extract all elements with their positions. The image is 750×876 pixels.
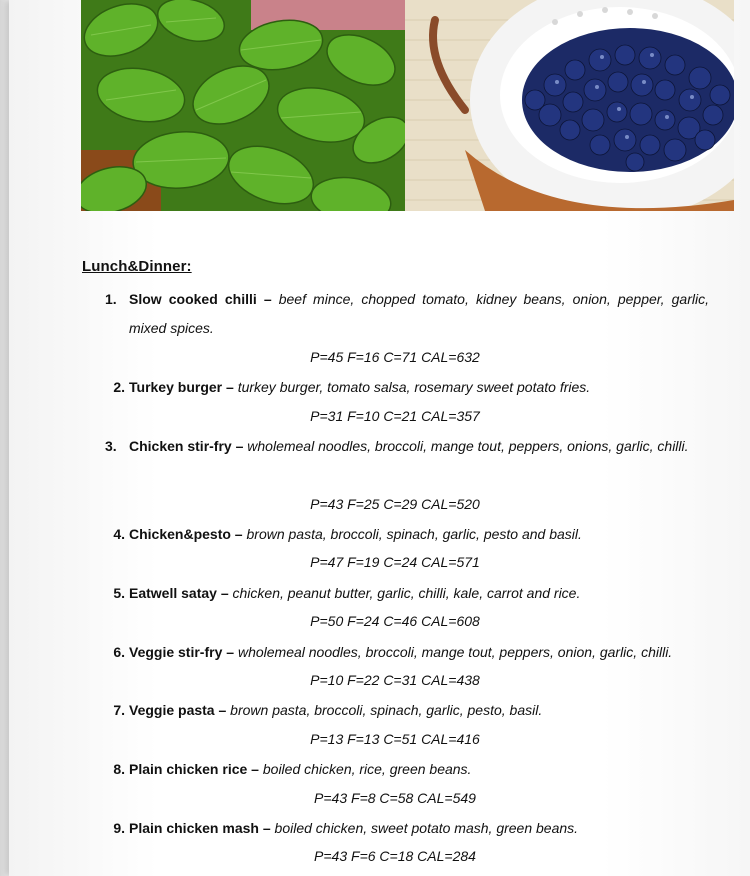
dish-separator: – xyxy=(214,702,231,718)
dish-name: Turkey burger xyxy=(129,379,223,395)
section-title: Lunch&Dinner: xyxy=(82,258,192,275)
dish-ingredients: wholemeal noodles, broccoli, mange tout, peppers, onion, garlic, chilli. xyxy=(237,644,673,660)
list-item xyxy=(113,638,709,667)
item-number: 5. xyxy=(113,585,125,601)
list-item xyxy=(113,696,709,725)
dish-ingredients: brown pasta, broccoli, spinach, garlic, pesto and basil. xyxy=(246,526,582,542)
dish-name: Plain chicken mash xyxy=(129,820,259,836)
dish-name: Eatwell satay xyxy=(129,585,217,601)
blueberries-photo xyxy=(405,0,734,211)
dish-macros: P=43 F=6 C=18 CAL=284 xyxy=(314,848,476,864)
dish-separator: – xyxy=(216,585,233,601)
dish-name: Slow cooked chilli xyxy=(129,291,257,307)
dish-macros: P=31 F=10 C=21 CAL=357 xyxy=(310,408,480,424)
item-number: 3. xyxy=(105,438,117,454)
dish-macros: P=10 F=22 C=31 CAL=438 xyxy=(310,672,480,688)
dish-separator: – xyxy=(222,644,238,660)
item-number: 8. xyxy=(113,761,125,777)
basil-photo xyxy=(81,0,405,211)
dish-macros: P=47 F=19 C=24 CAL=571 xyxy=(310,554,480,570)
dish-ingredients: chicken, peanut butter, garlic, chilli, kale, carrot and rice. xyxy=(232,585,581,601)
list-item xyxy=(113,520,709,549)
list-item xyxy=(113,755,709,784)
dish-macros: P=43 F=8 C=58 CAL=549 xyxy=(314,790,476,806)
dish-separator: – xyxy=(231,438,248,454)
item-number: 9. xyxy=(113,820,125,836)
item-number: 7. xyxy=(113,702,125,718)
list-item xyxy=(113,373,709,402)
dish-ingredients: boiled chicken, rice, green beans. xyxy=(262,761,472,777)
dish-ingredients: turkey burger, tomato salsa, rosemary sweet potato fries. xyxy=(237,379,591,395)
dish-separator: – xyxy=(258,820,275,836)
dish-name: Veggie stir-fry xyxy=(129,644,223,660)
dish-ingredients: brown pasta, broccoli, spinach, garlic, pesto, basil. xyxy=(230,702,543,718)
item-number: 2. xyxy=(113,379,125,395)
item-number: 6. xyxy=(113,644,125,660)
dish-macros: P=50 F=24 C=46 CAL=608 xyxy=(310,613,480,629)
item-number: 1. xyxy=(105,291,117,307)
dish-ingredients: boiled chicken, sweet potato mash, green beans. xyxy=(274,820,579,836)
dish-ingredients: wholemeal noodles, broccoli, mange tout, peppers, onions, garlic, chilli. xyxy=(247,438,689,454)
list-item xyxy=(105,285,709,343)
list-item xyxy=(105,432,709,461)
dish-separator: – xyxy=(247,761,263,777)
dish-separator: – xyxy=(256,291,279,307)
dish-macros: P=13 F=13 C=51 CAL=416 xyxy=(310,731,480,747)
dish-separator: – xyxy=(222,379,238,395)
list-item xyxy=(113,579,709,608)
list-item xyxy=(113,814,709,843)
dish-name: Plain chicken rice xyxy=(129,761,248,777)
item-number: 4. xyxy=(113,526,125,542)
dish-name: Chicken stir-fry xyxy=(129,438,232,454)
dish-name: Chicken&pesto xyxy=(129,526,231,542)
dish-separator: – xyxy=(230,526,247,542)
dish-name: Veggie pasta xyxy=(129,702,215,718)
dish-ingredients: beef mince, chopped tomato, kidney beans, onion, pepper, garlic, mixed spices. xyxy=(129,291,709,336)
dish-macros: P=45 F=16 C=71 CAL=632 xyxy=(310,349,480,365)
dish-macros: P=43 F=25 C=29 CAL=520 xyxy=(310,496,480,512)
